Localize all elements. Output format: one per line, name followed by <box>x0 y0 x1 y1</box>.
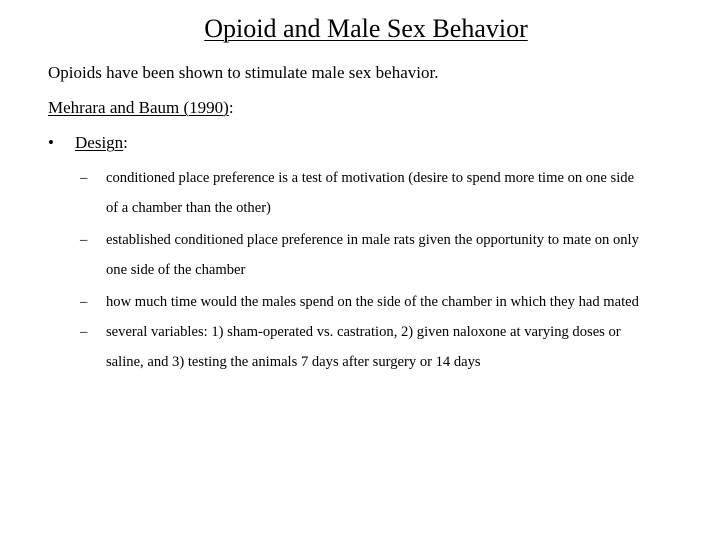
design-bullet <box>48 131 128 155</box>
dash-icon: – <box>80 232 88 248</box>
design-colon: : <box>123 133 128 152</box>
sub-item-line: how much time would the males spend on the side of the chamber in which they had mated <box>106 294 639 310</box>
dash-icon: – <box>80 324 88 340</box>
bullet-icon: • <box>48 133 54 152</box>
sub-item-line: of a chamber than the other) <box>106 200 271 216</box>
citation-year: (1990) <box>183 98 229 117</box>
sub-item-line: several variables: 1) sham-operated vs. castration, 2) given naloxone at varying doses or <box>106 324 621 340</box>
sub-item <box>80 317 700 377</box>
sub-item <box>80 287 700 317</box>
citation-authors: Mehrara and Baum <box>48 98 180 117</box>
dash-icon: – <box>80 294 88 310</box>
intro-text: Opioids have been shown to stimulate male sex behavior. <box>48 63 439 82</box>
sub-item-line: one side of the chamber <box>106 262 246 278</box>
citation-colon: : <box>228 98 234 117</box>
sub-item-line: saline, and 3) testing the animals 7 days after surgery or 14 days <box>106 354 481 370</box>
dash-icon: – <box>80 170 88 186</box>
design-label: Design <box>75 133 124 152</box>
slide-title: Opioid and Male Sex Behavior <box>204 14 528 43</box>
citation <box>48 96 234 120</box>
sub-item-line: conditioned place preference is a test of motivation (desire to spend more time on one side <box>106 170 635 186</box>
sub-item <box>80 225 700 285</box>
sub-item-line: established conditioned place preference in male rats given the opportunity to mate on only <box>106 232 639 248</box>
sub-item <box>80 163 700 223</box>
